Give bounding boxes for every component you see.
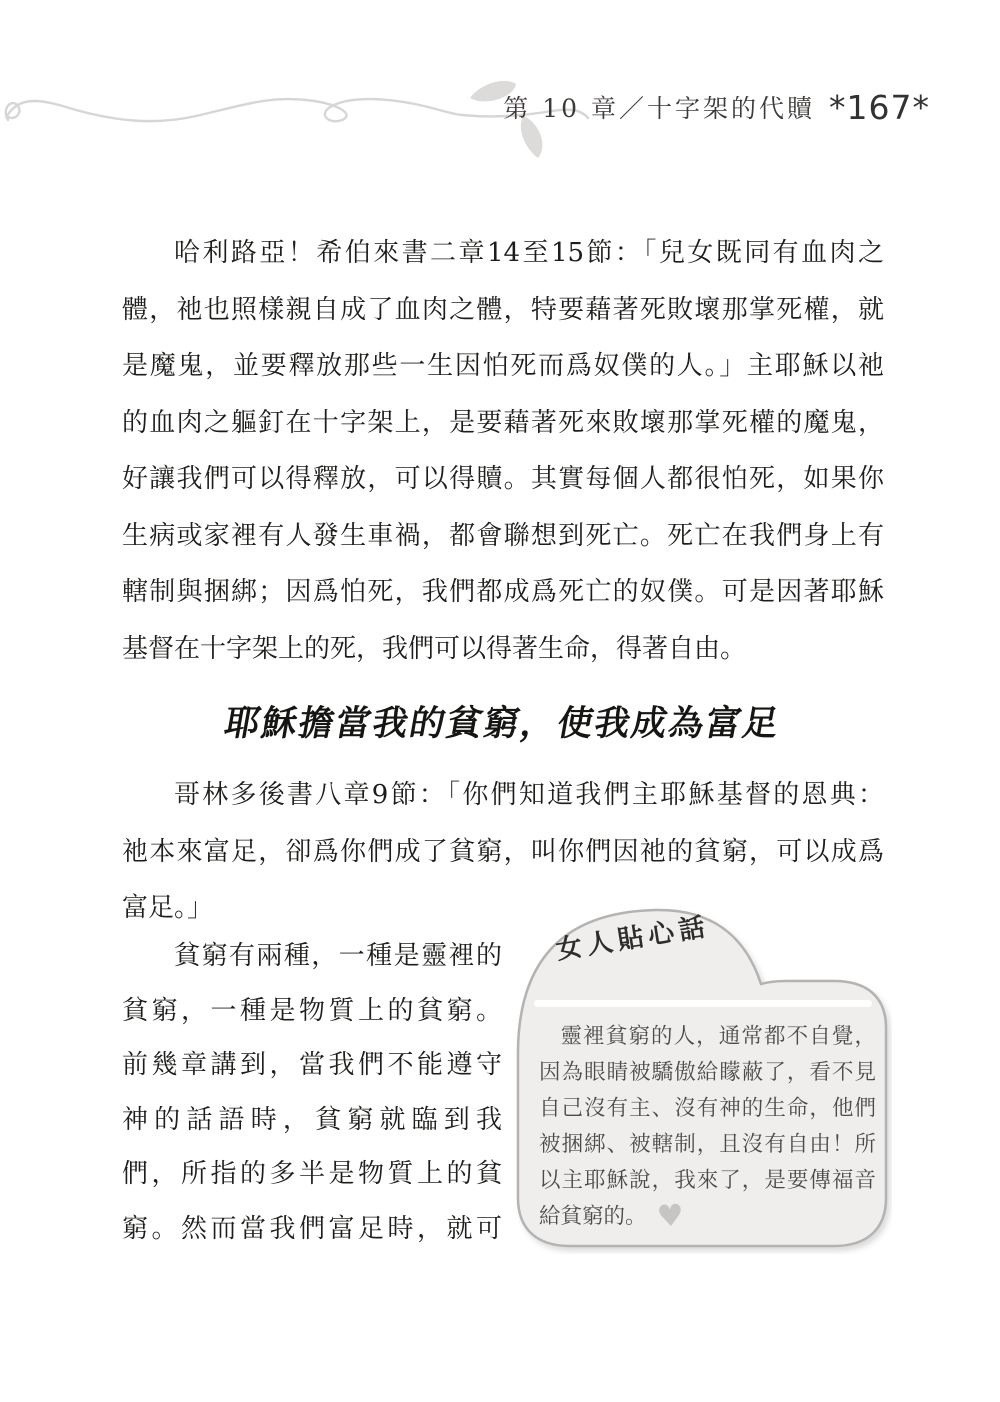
body-paragraph-1 — [122, 225, 884, 677]
callout-text — [539, 1019, 876, 1235]
text-line: 貧窮有兩種，一種是靈裡的 — [174, 941, 502, 971]
text-line: 因為眼睛被驕傲給矇蔽了，看不見 — [539, 1060, 876, 1085]
text-line: 祂本來富足，卻爲你們成了貧窮，叫你們因祂的貧窮，可以成爲 — [122, 836, 884, 867]
heart-icon: ♥ — [655, 1198, 685, 1235]
text-line: 基督在十字架上的死，我們可以得著生命，得著自由。 — [122, 633, 747, 664]
text-line: 的血肉之軀釘在十字架上，是要藉著死來敗壞那掌死權的魔鬼， — [122, 407, 884, 438]
text-line: 靈裡貧窮的人，通常都不自覺， — [560, 1024, 876, 1049]
text-line: 被捆綁、被轄制，且沒有自由！所 — [539, 1132, 876, 1157]
body-paragraph-3 — [122, 929, 502, 1256]
text-line: 以主耶穌說，我來了，是要傳福音 — [539, 1168, 876, 1193]
text-line: 生病或家裡有人發生車禍，都會聯想到死亡。死亡在我們身上有 — [122, 520, 884, 551]
text-line: 好讓我們可以得釋放，可以得贖。其實每個人都很怕死，如果你 — [122, 464, 884, 494]
text-line: 轄制與捆綁；因爲怕死，我們都成爲死亡的奴僕。可是因著耶穌 — [122, 577, 884, 607]
text-line: 窮。然而當我們富足時，就可 — [122, 1213, 502, 1244]
text-line: 是魔鬼，並要釋放那些一生因怕死而爲奴僕的人。」主耶穌以祂 — [122, 351, 884, 381]
callout-label: 女人貼心話 — [554, 911, 712, 966]
text-line — [539, 1199, 876, 1235]
text-line: 神的話語時，貧窮就臨到我 — [122, 1104, 502, 1135]
text-line: 自己沒有主、沒有神的生命，他們 — [539, 1096, 876, 1121]
chapter-title: 第 10 章／十字架的代贖 — [503, 94, 815, 123]
text-line: 貧窮，一種是物質上的貧窮。 — [122, 995, 502, 1026]
page-number: *167* — [829, 87, 930, 127]
text-line: 哥林多後書八章9節：「你們知道我們主耶穌基督的恩典： — [174, 780, 884, 810]
running-header — [503, 84, 930, 130]
text-line: 前幾章講到，當我們不能遵守 — [122, 1050, 502, 1080]
text-line: 富足。」 — [122, 893, 214, 923]
callout-last-line: 給貧窮的。 — [539, 1204, 647, 1229]
section-heading: 耶穌擔當我的貧窮，使我成為富足 — [221, 704, 784, 744]
text-line: 哈利路亞！希伯來書二章14至15節：「兒女既同有血肉之 — [174, 238, 884, 268]
text-line: 體，祂也照樣親自成了血肉之體，特要藉著死敗壞那掌死權，就 — [122, 294, 884, 325]
text-line: 們，所指的多半是物質上的貧 — [122, 1159, 502, 1189]
